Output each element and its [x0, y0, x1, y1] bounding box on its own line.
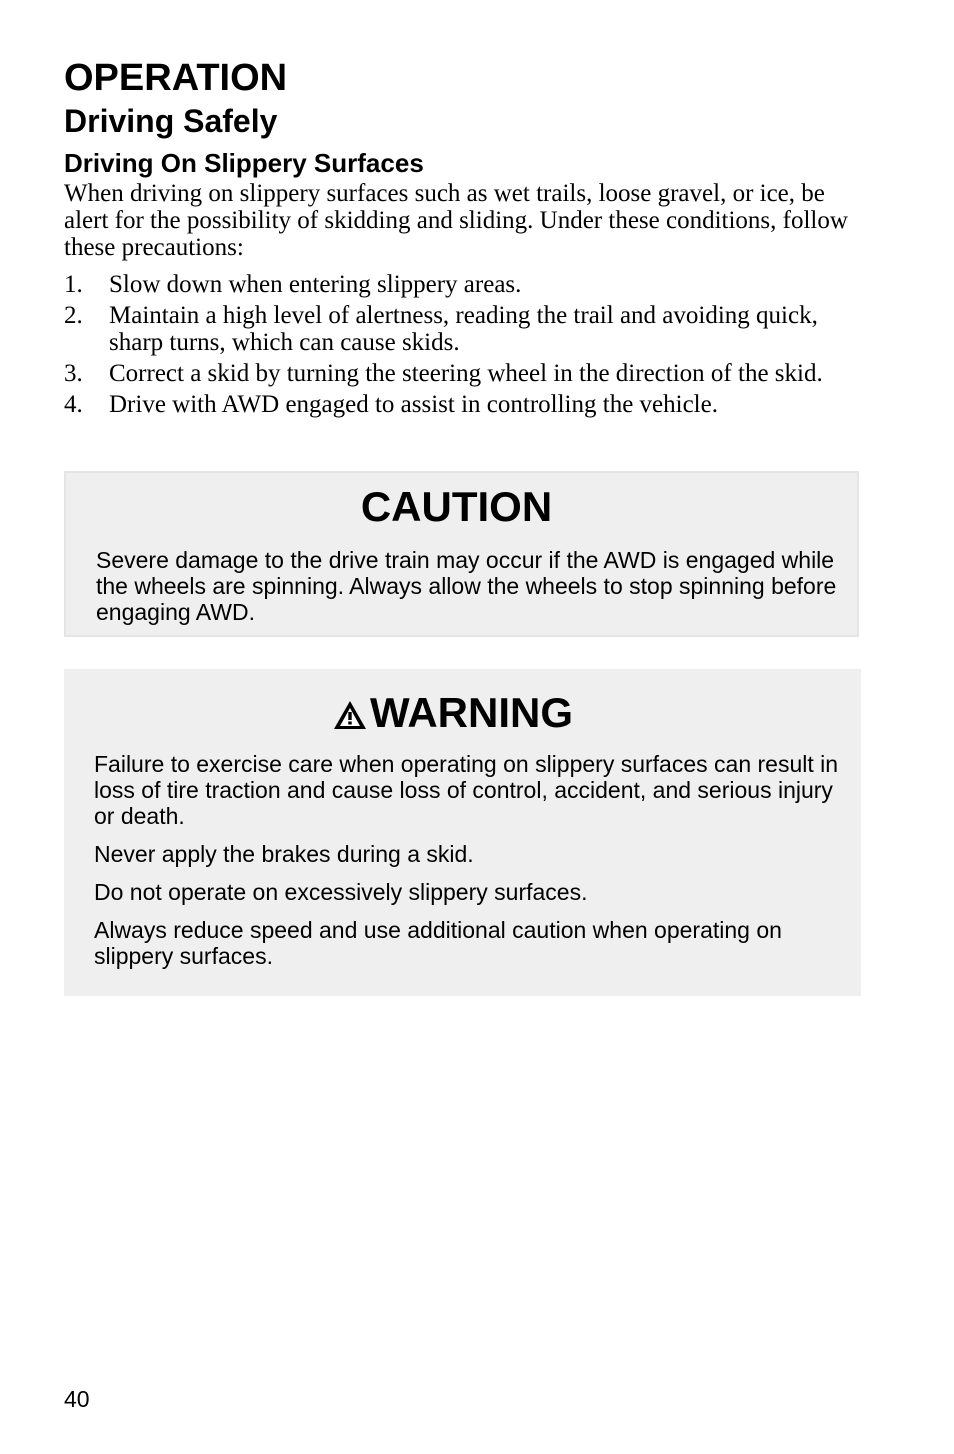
intro-paragraph: When driving on slippery surfaces such as wet trails, loose gravel, or ice, be alert for the possibility of skidding and sliding. Under these conditions, follow these precautions: [64, 180, 848, 261]
warning-paragraph: Failure to exercise care when operating on slippery surfaces can result in loss of tire traction and cause loss of control, accident, and serious injury or death. [94, 751, 839, 829]
warning-paragraph: Always reduce speed and use additional caution when operating on slippery surfaces. [94, 917, 782, 969]
list-item-number: 2. [64, 302, 83, 329]
list-item-number: 3. [64, 360, 83, 387]
caution-body [66, 547, 857, 625]
warning-box [64, 669, 861, 996]
list-item [64, 391, 864, 418]
list-item-text: Correct a skid by turning the steering wheel in the direction of the skid. [109, 360, 823, 387]
list-item [64, 271, 864, 298]
page-number: 40 [64, 1386, 90, 1412]
page-content [64, 56, 864, 422]
list-item-number: 4. [64, 391, 83, 418]
warning-title [44, 689, 861, 737]
list-item-text: Drive with AWD engaged to assist in controlling the vehicle. [109, 391, 718, 418]
list-item [64, 360, 864, 387]
caution-text: Severe damage to the drive train may occur if the AWD is engaged while the wheels are spinning. Always allow the wheels to stop spinning before engaging AWD. [96, 547, 837, 625]
list-item-text: Slow down when entering slippery areas. [109, 271, 522, 298]
list-item-text: Maintain a high level of alertness, reading the trail and avoiding quick, sharp turns, which can cause skids. [109, 302, 818, 356]
subsection-heading: Driving Safely [64, 103, 278, 139]
caution-title: CAUTION [360, 483, 553, 530]
list-item-number: 1. [64, 271, 83, 298]
precautions-list [64, 271, 864, 418]
list-item [64, 302, 864, 356]
warning-triangle-icon [332, 699, 368, 731]
warning-body [64, 751, 861, 969]
section-heading: OPERATION [64, 57, 288, 99]
warning-paragraph: Do not operate on excessively slippery surfaces. [94, 879, 588, 905]
caution-box [64, 471, 859, 637]
warning-title-text: WARNING [370, 689, 573, 736]
warning-paragraph: Never apply the brakes during a skid. [94, 841, 474, 867]
topic-heading: Driving On Slippery Surfaces [64, 148, 424, 178]
